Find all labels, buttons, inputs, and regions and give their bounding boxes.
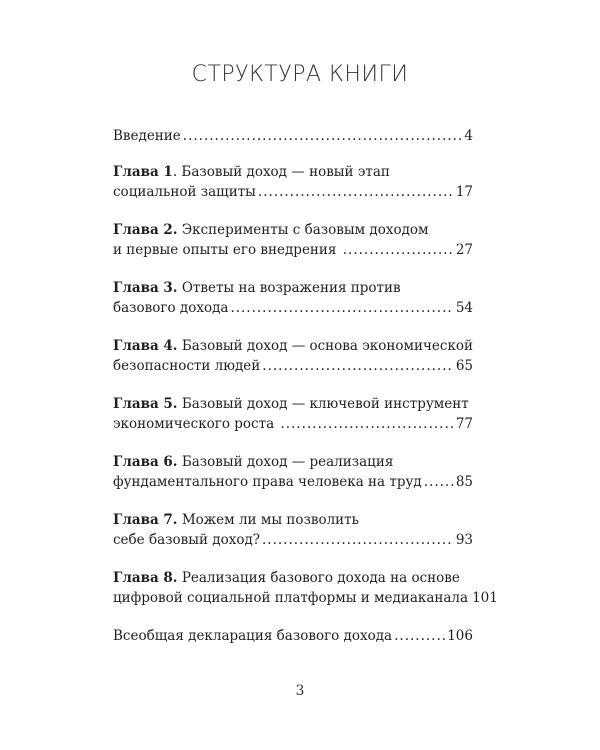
toc-entry-intro[interactable]: [113, 126, 473, 146]
chapter-title-line-1: Базовый доход — реализация: [181, 454, 394, 470]
leader-dots: [262, 530, 454, 550]
chapter-title-line-2: себе базовый доход?: [113, 532, 260, 548]
toc-entry-declaration[interactable]: [113, 626, 473, 646]
chapter-title-line-2: фундаментального права человека на труд: [113, 474, 422, 490]
leader-dots: [424, 472, 454, 492]
toc-entry-text: Всеобщая декларация базового дохода: [113, 628, 393, 644]
leader-dots: [394, 626, 445, 646]
toc-entry-chapter-2[interactable]: [113, 220, 473, 260]
chapter-title-line-2: базового дохода: [113, 300, 229, 316]
toc-entry-chapter-1[interactable]: Глава 1. Базовый доход — новый этап социальной защиты ..... 17: [113, 162, 473, 202]
table-of-contents: [113, 126, 498, 662]
toc-entry-chapter-3[interactable]: [113, 278, 473, 318]
chapter-title-line-2: социальной защиты: [113, 184, 256, 200]
toc-entry-chapter-5[interactable]: [113, 394, 473, 434]
chapter-label: Глава 6.: [113, 454, 178, 470]
toc-entry-chapter-7[interactable]: [113, 510, 473, 550]
toc-entry-chapter-6[interactable]: [113, 452, 473, 492]
toc-page-number: 65: [455, 358, 473, 374]
leader-dots: [258, 182, 454, 202]
leader-dots: [230, 298, 453, 318]
chapter-title-line-1: Реализация базового дохода на основе: [181, 570, 460, 586]
toc-page-number: 54: [455, 300, 473, 316]
toc-page-number: 101: [472, 590, 498, 606]
chapter-label: Глава 7.: [113, 512, 178, 528]
toc-entry-chapter-8[interactable]: [113, 568, 498, 608]
toc-page-number: 93: [455, 532, 473, 548]
chapter-label: Глава 5.: [113, 396, 178, 412]
chapter-title-line-1: Можем ли мы позволить: [181, 512, 359, 528]
leader-dots: [183, 126, 463, 146]
chapter-title-line-1: Эксперименты с базовым доходом: [181, 222, 429, 238]
chapter-title-line-2: экономического роста: [113, 416, 279, 432]
toc-entry-chapter-4[interactable]: [113, 336, 473, 376]
chapter-title-line-2: цифровой социальной платформы и медиаканала: [113, 590, 469, 606]
chapter-label: Глава 8.: [113, 570, 178, 586]
toc-page-number: 77: [455, 416, 473, 432]
page-number: 3: [295, 683, 305, 699]
leader-dots: [262, 356, 454, 376]
chapter-title-line-1: Ответы на возражения против: [181, 280, 401, 296]
chapter-title-line-2: и первые опыты его внедрения: [113, 242, 341, 258]
leader-dots: [280, 414, 453, 434]
toc-page-number: 4: [464, 128, 473, 144]
chapter-title-line-1: Базовый доход — ключевой инструмент: [181, 396, 469, 412]
chapter-label: Глава 3.: [113, 280, 178, 296]
page-title: СТРУКТУРА КНИГИ: [191, 62, 409, 87]
chapter-title-line-2: безопасности людей: [113, 358, 261, 374]
toc-page-number: 17: [455, 184, 473, 200]
toc-entry-text: Введение: [113, 128, 181, 144]
chapter-label: Глава 2.: [113, 222, 178, 238]
toc-page-number: 85: [455, 474, 473, 490]
chapter-title-line-1: Базовый доход — основа экономической: [181, 338, 474, 354]
chapter-label: Глава 1: [113, 164, 173, 180]
leader-dots: [343, 240, 454, 260]
toc-page-number: 106: [447, 628, 473, 644]
chapter-title-line-1: Базовый доход — новый этап: [181, 164, 390, 180]
chapter-label: Глава 4.: [113, 338, 178, 354]
toc-page-number: 27: [455, 242, 473, 258]
